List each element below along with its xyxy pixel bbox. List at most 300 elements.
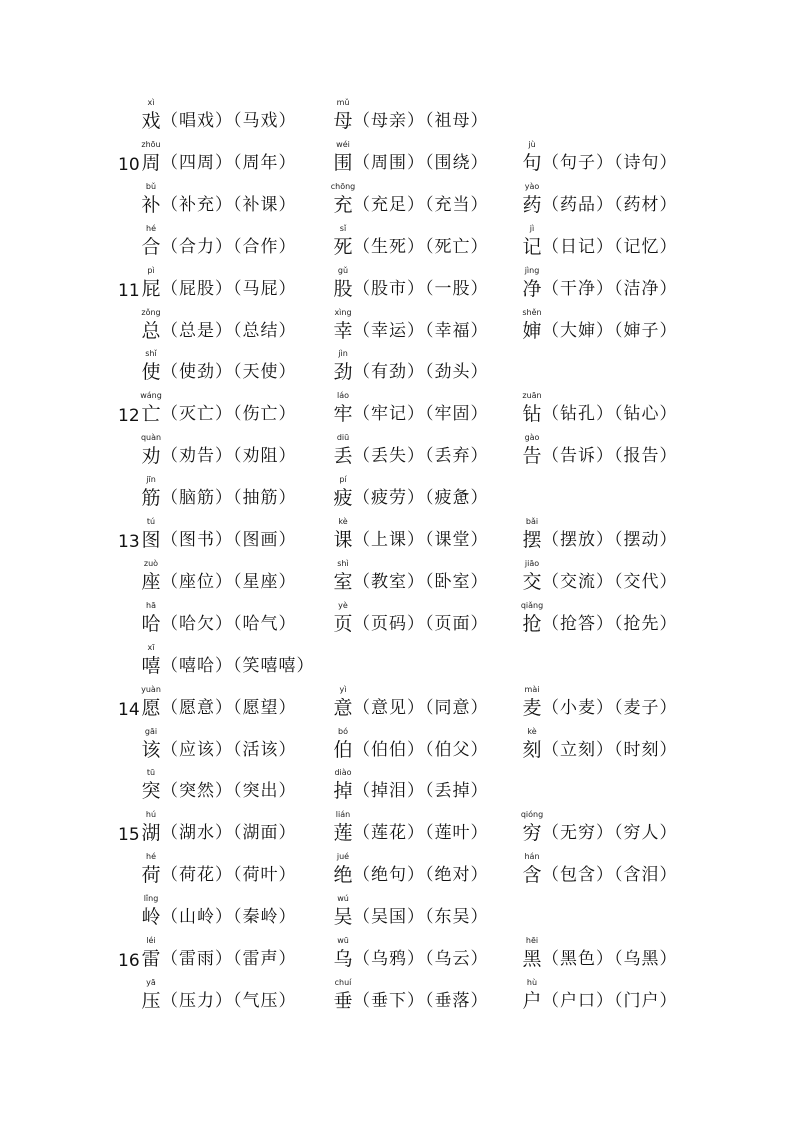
pinyin: yào [524, 182, 540, 191]
example-words: （意见）（同意） [353, 698, 489, 718]
hanzi: 莲 [333, 822, 353, 844]
character [141, 978, 161, 1012]
character [141, 559, 161, 593]
character [333, 768, 353, 802]
word-row [0, 349, 800, 389]
example-words: （合力）（合作） [161, 237, 297, 257]
vocab-entry [141, 98, 297, 138]
vocab-entry [333, 391, 489, 431]
pinyin: xì [147, 98, 155, 107]
vocab-entry [330, 182, 489, 222]
example-words: （交流）（交代） [542, 572, 678, 592]
vocab-entry [522, 852, 678, 892]
vocab-entry [522, 810, 678, 850]
example-words: （压力）（气压） [161, 991, 297, 1011]
vocab-entry [522, 391, 678, 431]
lesson-number: 16 [118, 951, 140, 971]
vocab-entry [522, 727, 678, 767]
example-words: （包含）（含泪） [542, 865, 678, 885]
vocab-entry [333, 810, 489, 850]
example-words: （灭亡）（伤亡） [161, 404, 297, 424]
example-words: （补充）（补课） [161, 195, 297, 215]
vocab-entry [141, 894, 297, 934]
vocab-entry [333, 98, 489, 138]
pinyin: qióng [520, 810, 544, 819]
vocab-entry [333, 768, 489, 808]
vocab-entry [522, 308, 678, 348]
hanzi: 愿 [141, 697, 161, 719]
character [522, 810, 542, 844]
vocab-entry [333, 349, 489, 389]
example-words: （山岭）（秦岭） [161, 907, 297, 927]
pinyin: hán [524, 852, 540, 861]
hanzi: 补 [141, 194, 161, 216]
pinyin: quàn [140, 433, 162, 442]
pinyin: gāi [144, 727, 158, 736]
hanzi: 疲 [333, 487, 353, 509]
example-words: （丢失）（丢弃） [353, 446, 489, 466]
pinyin: yì [339, 685, 347, 694]
vocab-entry [333, 517, 489, 557]
vocab-entry [333, 727, 489, 767]
example-words: （抢答）（抢先） [542, 614, 678, 634]
word-row [0, 601, 800, 641]
hanzi: 压 [141, 990, 161, 1012]
example-words: （户口）（门户） [542, 991, 678, 1011]
hanzi: 总 [141, 320, 161, 342]
hanzi: 意 [333, 697, 353, 719]
hanzi: 黑 [522, 948, 542, 970]
example-words: （幸运）（幸福） [353, 321, 489, 341]
vocab-entry [141, 224, 297, 264]
word-row [0, 182, 800, 222]
word-row [0, 936, 800, 976]
character [522, 182, 542, 216]
example-words: （充足）（充当） [353, 195, 489, 215]
character [522, 685, 542, 719]
example-words: （立刻）（时刻） [542, 740, 678, 760]
pinyin: zhōu [141, 140, 161, 149]
example-words: （疲劳）（疲惫） [353, 488, 489, 508]
pinyin: xìng [334, 308, 352, 317]
example-words: （摆放）（摆动） [542, 530, 678, 550]
pinyin: yā [146, 978, 156, 987]
vocab-entry [522, 224, 678, 264]
pinyin: mǔ [336, 98, 350, 107]
character [333, 98, 353, 132]
vocab-entry [333, 601, 489, 641]
hanzi: 交 [522, 571, 542, 593]
character [522, 601, 542, 635]
example-words: （生死）（死亡） [353, 237, 489, 257]
pinyin: jīn [146, 475, 156, 484]
vocab-entry [141, 308, 297, 348]
vocab-entry [522, 978, 678, 1018]
vocab-entry [333, 433, 489, 473]
vocab-entry [141, 810, 297, 850]
character [522, 936, 542, 970]
vocab-entry [141, 433, 297, 473]
hanzi: 周 [141, 152, 161, 174]
example-words: （大婶）（婶子） [542, 321, 678, 341]
character [141, 643, 161, 677]
word-row [0, 98, 800, 138]
character [522, 140, 542, 174]
pinyin: wéi [336, 140, 350, 149]
pinyin: zǒng [141, 308, 161, 317]
vocab-entry [333, 224, 489, 264]
example-words: （哈欠）（哈气） [161, 614, 297, 634]
character [141, 852, 161, 886]
vocab-entry [141, 768, 297, 808]
example-words: （嘻哈）（笑嘻嘻） [161, 656, 315, 676]
pinyin: kè [527, 727, 537, 736]
character [141, 349, 161, 383]
vocab-entry [141, 266, 297, 306]
vocab-entry [333, 266, 489, 306]
hanzi: 抢 [522, 613, 542, 635]
vocab-entry [333, 685, 489, 725]
vocab-entry [333, 852, 489, 892]
vocab-entry [522, 433, 678, 473]
example-words: （牢记）（牢固） [353, 404, 489, 424]
character [141, 266, 161, 300]
pinyin: hé [146, 852, 156, 861]
character [141, 768, 161, 802]
character [333, 936, 353, 970]
character [141, 433, 161, 467]
hanzi: 吴 [333, 906, 353, 928]
hanzi: 使 [141, 361, 161, 383]
hanzi: 母 [333, 110, 353, 132]
word-row [0, 894, 800, 934]
character [141, 475, 161, 509]
character [333, 266, 353, 300]
character [522, 559, 542, 593]
character [141, 182, 161, 216]
hanzi: 牢 [333, 403, 353, 425]
word-row [0, 475, 800, 515]
example-words: （荷花）（荷叶） [161, 865, 297, 885]
vocab-entry [141, 936, 297, 976]
hanzi: 座 [141, 571, 161, 593]
pinyin: hēi [525, 936, 539, 945]
example-words: （掉泪）（丢掉） [353, 781, 489, 801]
character [333, 517, 353, 551]
pinyin: sǐ [339, 224, 347, 233]
lesson-number: 13 [118, 532, 140, 552]
example-words: （劝告）（劝阻） [161, 446, 297, 466]
pinyin: mài [524, 685, 540, 694]
character [522, 391, 542, 425]
hanzi: 戏 [141, 110, 161, 132]
hanzi: 药 [522, 194, 542, 216]
word-row [0, 852, 800, 892]
vocab-entry [141, 140, 297, 180]
character [333, 894, 353, 928]
character [522, 433, 542, 467]
hanzi: 垂 [333, 990, 353, 1012]
pinyin: pì [147, 266, 155, 275]
hanzi: 荷 [141, 864, 161, 886]
hanzi: 该 [141, 739, 161, 761]
example-words: （应该）（活该） [161, 740, 297, 760]
hanzi: 婶 [522, 320, 542, 342]
vocab-entry [522, 182, 678, 222]
example-words: （使劲）（天使） [161, 362, 297, 382]
pinyin: diū [336, 433, 350, 442]
example-words: （小麦）（麦子） [542, 698, 678, 718]
character [522, 727, 542, 761]
lesson-number: 14 [118, 700, 140, 720]
pinyin: léi [146, 936, 156, 945]
hanzi: 筋 [141, 487, 161, 509]
hanzi: 劲 [333, 361, 353, 383]
vocab-entry [141, 978, 297, 1018]
pinyin: pí [339, 475, 347, 484]
example-words: （绝句）（绝对） [353, 865, 489, 885]
hanzi: 幸 [333, 320, 353, 342]
example-words: （日记）（记忆） [542, 237, 678, 257]
word-row [0, 224, 800, 264]
hanzi: 死 [333, 236, 353, 258]
pinyin: jiāo [524, 559, 540, 568]
vocab-entry [141, 685, 297, 725]
vocab-entry [141, 391, 297, 431]
pinyin: gǔ [337, 266, 349, 275]
example-words: （股市）（一股） [353, 279, 489, 299]
example-words: （无穷）（穷人） [542, 823, 678, 843]
character [333, 727, 353, 761]
vocab-entry [141, 727, 297, 767]
pinyin: tú [146, 517, 156, 526]
pinyin: wú [337, 894, 349, 903]
pinyin: chuí [334, 978, 352, 987]
hanzi: 课 [333, 529, 353, 551]
pinyin: bǎi [525, 517, 539, 526]
hanzi: 劝 [141, 445, 161, 467]
character [522, 266, 542, 300]
word-row [0, 433, 800, 473]
word-row [0, 643, 800, 683]
pinyin: kè [338, 517, 348, 526]
vocab-entry [333, 140, 489, 180]
pinyin: bǔ [145, 182, 157, 191]
example-words: （药品）（药材） [542, 195, 678, 215]
pinyin: jì [529, 224, 535, 233]
example-words: （有劲）（劲头） [353, 362, 489, 382]
vocab-entry [522, 936, 678, 976]
character [522, 852, 542, 886]
example-words: （总是）（总结） [161, 321, 297, 341]
pinyin: hé [146, 224, 156, 233]
vocab-entry [141, 517, 297, 557]
word-row [0, 978, 800, 1018]
pinyin: lián [335, 810, 351, 819]
hanzi: 刻 [522, 739, 542, 761]
vocab-entry [141, 182, 297, 222]
word-row [0, 559, 800, 599]
pinyin: jìng [524, 266, 540, 275]
pinyin: wáng [140, 391, 162, 400]
pinyin: yuàn [141, 685, 161, 694]
vocab-entry [522, 685, 678, 725]
word-row [0, 517, 800, 557]
vocab-entry [333, 894, 489, 934]
lesson-number: 15 [118, 825, 140, 845]
vocab-entry [522, 140, 678, 180]
example-words: （句子）（诗句） [542, 153, 678, 173]
character [333, 559, 353, 593]
hanzi: 岭 [141, 906, 161, 928]
hanzi: 摆 [522, 529, 542, 551]
word-row [0, 308, 800, 348]
vocab-entry [522, 601, 678, 641]
example-words: （突然）（突出） [161, 781, 297, 801]
example-words: （座位）（星座） [161, 572, 297, 592]
example-words: （页码）（页面） [353, 614, 489, 634]
hanzi: 图 [141, 529, 161, 551]
pinyin: wū [337, 936, 349, 945]
vocab-entry [522, 559, 678, 599]
hanzi: 股 [333, 278, 353, 300]
vocab-entry [522, 266, 678, 306]
character [522, 517, 542, 551]
example-words: （唱戏）（马戏） [161, 111, 297, 131]
character [141, 685, 161, 719]
hanzi: 屁 [141, 278, 161, 300]
hanzi: 钻 [522, 403, 542, 425]
pinyin: shǐ [145, 349, 157, 358]
hanzi: 充 [333, 194, 353, 216]
vocab-entry [141, 475, 297, 515]
hanzi: 户 [522, 990, 542, 1012]
pinyin: bó [338, 727, 348, 736]
pinyin: jù [528, 140, 536, 149]
example-words: （黑色）（乌黑） [542, 949, 678, 969]
example-words: （四周）（周年） [161, 153, 297, 173]
pinyin: hú [145, 810, 157, 819]
word-row [0, 685, 800, 725]
hanzi: 合 [141, 236, 161, 258]
hanzi: 室 [333, 571, 353, 593]
character [333, 391, 353, 425]
word-row [0, 810, 800, 850]
hanzi: 丢 [333, 445, 353, 467]
character [522, 978, 542, 1012]
pinyin: zuò [143, 559, 159, 568]
pinyin: yè [338, 601, 348, 610]
character [333, 810, 353, 844]
example-words: （莲花）（莲叶） [353, 823, 489, 843]
pinyin: xī [147, 643, 155, 652]
pinyin: lǐng [143, 894, 159, 903]
character [141, 98, 161, 132]
character [333, 852, 353, 886]
character [522, 308, 542, 342]
word-row [0, 391, 800, 431]
vocab-entry [141, 601, 297, 641]
hanzi: 穷 [522, 822, 542, 844]
character [333, 685, 353, 719]
pinyin: jué [336, 852, 350, 861]
hanzi: 页 [333, 613, 353, 635]
character [522, 224, 542, 258]
hanzi: 围 [333, 152, 353, 174]
character [333, 978, 353, 1012]
character [330, 182, 356, 216]
pinyin: gào [524, 433, 540, 442]
hanzi: 含 [522, 864, 542, 886]
example-words: （愿意）（愿望） [161, 698, 297, 718]
pinyin: láo [336, 391, 350, 400]
hanzi: 句 [522, 152, 542, 174]
character [141, 140, 161, 174]
example-words: （吴国）（东吴） [353, 907, 489, 927]
hanzi: 嘻 [141, 655, 161, 677]
vocab-entry [522, 517, 678, 557]
character [333, 601, 353, 635]
example-words: （垂下）（垂落） [353, 991, 489, 1011]
character [333, 475, 353, 509]
character [333, 224, 353, 258]
character [141, 517, 161, 551]
hanzi: 麦 [522, 697, 542, 719]
example-words: （母亲）（祖母） [353, 111, 489, 131]
pinyin: qiǎng [520, 601, 544, 610]
example-words: （钻孔）（钻心） [542, 404, 678, 424]
pinyin: hù [526, 978, 538, 987]
pinyin: zuān [522, 391, 542, 400]
character [141, 224, 161, 258]
vocab-entry [333, 308, 489, 348]
hanzi: 绝 [333, 864, 353, 886]
hanzi: 亡 [141, 403, 161, 425]
example-words: （干净）（洁净） [542, 279, 678, 299]
character [333, 349, 353, 383]
character [141, 727, 161, 761]
vocab-entry [333, 978, 489, 1018]
example-words: （周围）（围绕） [353, 153, 489, 173]
character [141, 308, 161, 342]
vocab-entry [141, 643, 315, 683]
word-row [0, 727, 800, 767]
example-words: （脑筋）（抽筋） [161, 488, 297, 508]
character [141, 894, 161, 928]
word-row [0, 140, 800, 180]
word-row [0, 768, 800, 808]
character [141, 936, 161, 970]
hanzi: 掉 [333, 780, 353, 802]
lesson-number: 12 [118, 406, 140, 426]
pinyin: diào [334, 768, 352, 777]
example-words: （屁股）（马屁） [161, 279, 297, 299]
example-words: （湖水）（湖面） [161, 823, 297, 843]
pinyin: shěn [522, 308, 542, 317]
example-words: （乌鸦）（乌云） [353, 949, 489, 969]
pinyin: shì [337, 559, 349, 568]
vocab-entry [141, 852, 297, 892]
vocab-entry [141, 559, 297, 599]
example-words: （告诉）（报告） [542, 446, 678, 466]
lesson-number: 11 [118, 281, 140, 301]
hanzi: 记 [522, 236, 542, 258]
hanzi: 雷 [141, 948, 161, 970]
character [141, 391, 161, 425]
example-words: （教室）（卧室） [353, 572, 489, 592]
vocab-entry [141, 349, 297, 389]
word-row [0, 266, 800, 306]
